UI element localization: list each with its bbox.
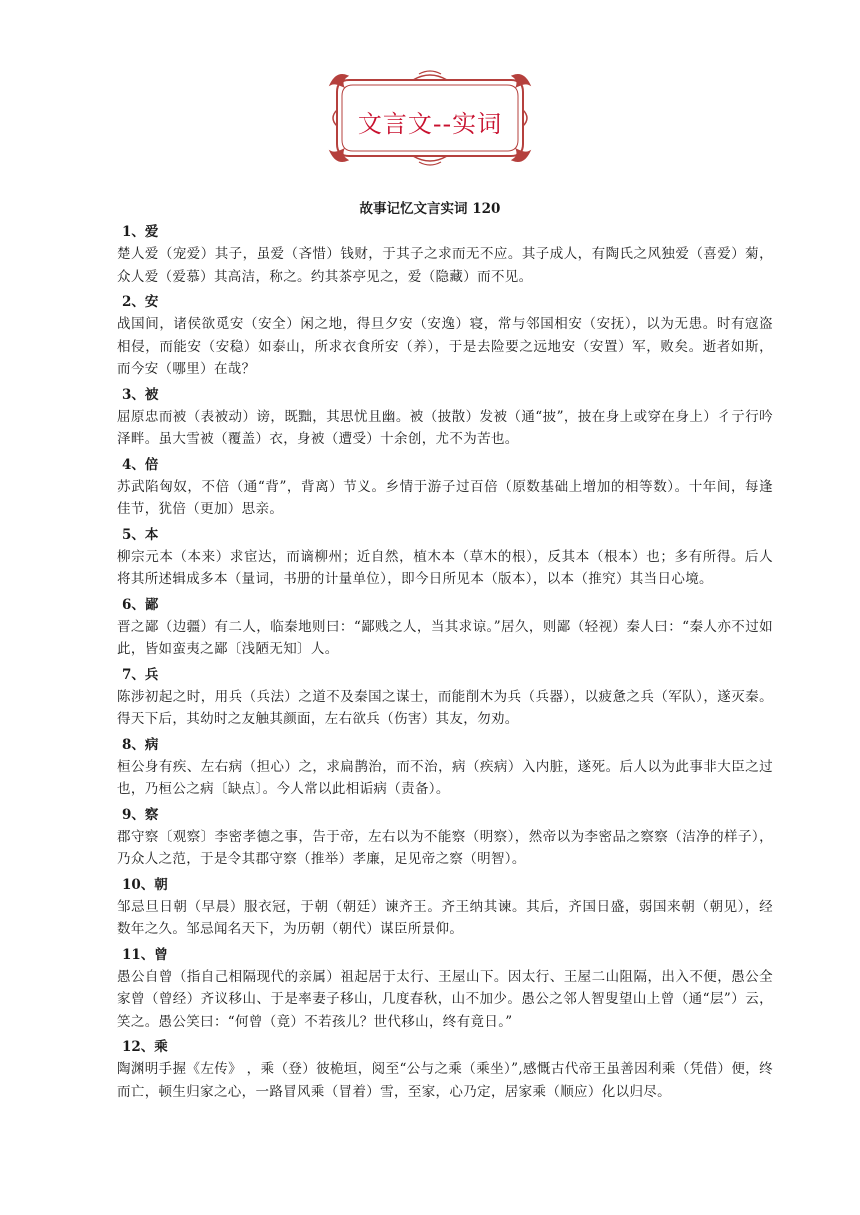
title-banner bbox=[327, 70, 533, 166]
entry-text: 陶渊明手握《左传》 ，乘（登）彼桅垣，阅至“公与之乘（乘坐）”,感慨古代帝王虽善因利乘（凭借）便，终而亡，顿生归家之心，一路冒风乘（冒着）雪，至家，心乃定，居家乘（顺应）化以归尽。 bbox=[117, 1061, 773, 1100]
entry-heading: 2、安 bbox=[122, 294, 159, 310]
document-title: 故事记忆文言实词 120 bbox=[359, 201, 501, 217]
entry-text: 郡守察〔观察〕李密孝德之事，告于帝，左右以为不能察（明察），然帝以为李密品之察察（洁净的样子），乃众人之范，于是令其郡守察（推举）孝廉，足见帝之察（明智）。 bbox=[117, 828, 773, 867]
entry-heading: 6、鄙 bbox=[122, 596, 159, 613]
entry-heading: 12、乘 bbox=[122, 1039, 168, 1055]
entry-text: 晋之鄙（边疆）有二人，临秦地则曰：“鄙贱之人，当其求谅。”居久，则鄙（轻视）秦人曰：“秦人亦不过如此，皆如蛮夷之鄙〔浅陋无知〕人。 bbox=[117, 618, 773, 657]
entry-heading: 5、本 bbox=[122, 526, 159, 543]
banner-title: 文言文--实词 bbox=[357, 110, 503, 138]
entry-heading: 1、爱 bbox=[122, 224, 159, 240]
entry-heading: 10、朝 bbox=[122, 876, 168, 893]
entry-text: 苏武陷匈奴，不倍（通“背”，背离）节义。乡情于游子过百倍（原数基础上增加的相等数）。十年间，每逢佳节，犹倍（更加）思亲。 bbox=[117, 478, 773, 517]
entry-heading: 9、察 bbox=[122, 806, 159, 823]
entry-text: 战国间，诸侯欲觅安（安全）闲之地，得旦夕安（安逸）寝，常与邻国相安（安抚），以为无患。时有寇盗相侵，而能安（安稳）如泰山，所求衣食所安（养），于是去险要之远地安（安置）军，败矣。逝者如斯，而今安（哪里）在哉？ bbox=[117, 316, 773, 377]
entry-text: 楚人爱（宠爱）其子，虽爱（吝惜）钱财，于其子之求而无不应。其子成人，有陶氏之风独爱（喜爱）菊，众人爱（爱慕）其高洁，称之。约其茶亭见之，爱（隐藏）而不见。 bbox=[117, 246, 773, 285]
entry-heading: 11、曾 bbox=[122, 946, 168, 963]
entries-list bbox=[117, 218, 773, 1103]
entry-text: 屈原忠而被（表被动）谤，既黜，其思忧且幽。被（披散）发被（通“披”，披在身上或穿在身上）彳亍行吟泽畔。虽大雪被（覆盖）衣，身被（遭受）十余创，尤不为苦也。 bbox=[117, 408, 773, 447]
entry-heading: 7、兵 bbox=[122, 666, 159, 683]
entry-text: 陈涉初起之时，用兵（兵法）之道不及秦国之谋士，而能削木为兵（兵器），以疲惫之兵（军队），遂灭秦。得天下后，其幼时之友触其颜面，左右欲兵（伤害）其友，勿劝。 bbox=[117, 688, 773, 727]
entry-heading: 8、病 bbox=[122, 736, 159, 753]
entry-heading: 3、被 bbox=[122, 386, 159, 403]
entry-text: 邹忌旦日朝（早晨）服衣冠，于朝（朝廷）谏齐王。齐王纳其谏。其后，齐国日盛，弱国来朝（朝见），经数年之久。邹忌闻名天下，为历朝（朝代）谋臣所景仰。 bbox=[117, 898, 773, 937]
entry-text: 柳宗元本（本来）求宦达，而谪柳州；近自然，植木本（草木的根），反其本（根本）也；多有所得。后人将其所述辑成多本（量词，书册的计量单位），即今日所见本（版本），以本（推究）其当日心境。 bbox=[117, 548, 773, 587]
entry-heading: 4、倍 bbox=[122, 456, 159, 473]
entry-text: 愚公自曾（指自己相隔现代的亲属）祖起居于太行、王屋山下。因太行、王屋二山阻隔，出入不便，愚公全家曾（曾经）齐议移山、于是率妻子移山，几度春秋，山不加少。愚公之邻人智叟望山上曾（通“层”）云，笑之。愚公笑曰：“何曾（竟）不若孩儿？世代移山，终有竟日。” bbox=[117, 968, 773, 1030]
entry-text: 桓公身有疾、左右病（担心）之，求扁鹊治，而不治，病（疾病）入内脏，遂死。后人以为此事非大臣之过也，乃桓公之病〔缺点〕。今人常以此相诟病（责备）。 bbox=[117, 758, 773, 797]
